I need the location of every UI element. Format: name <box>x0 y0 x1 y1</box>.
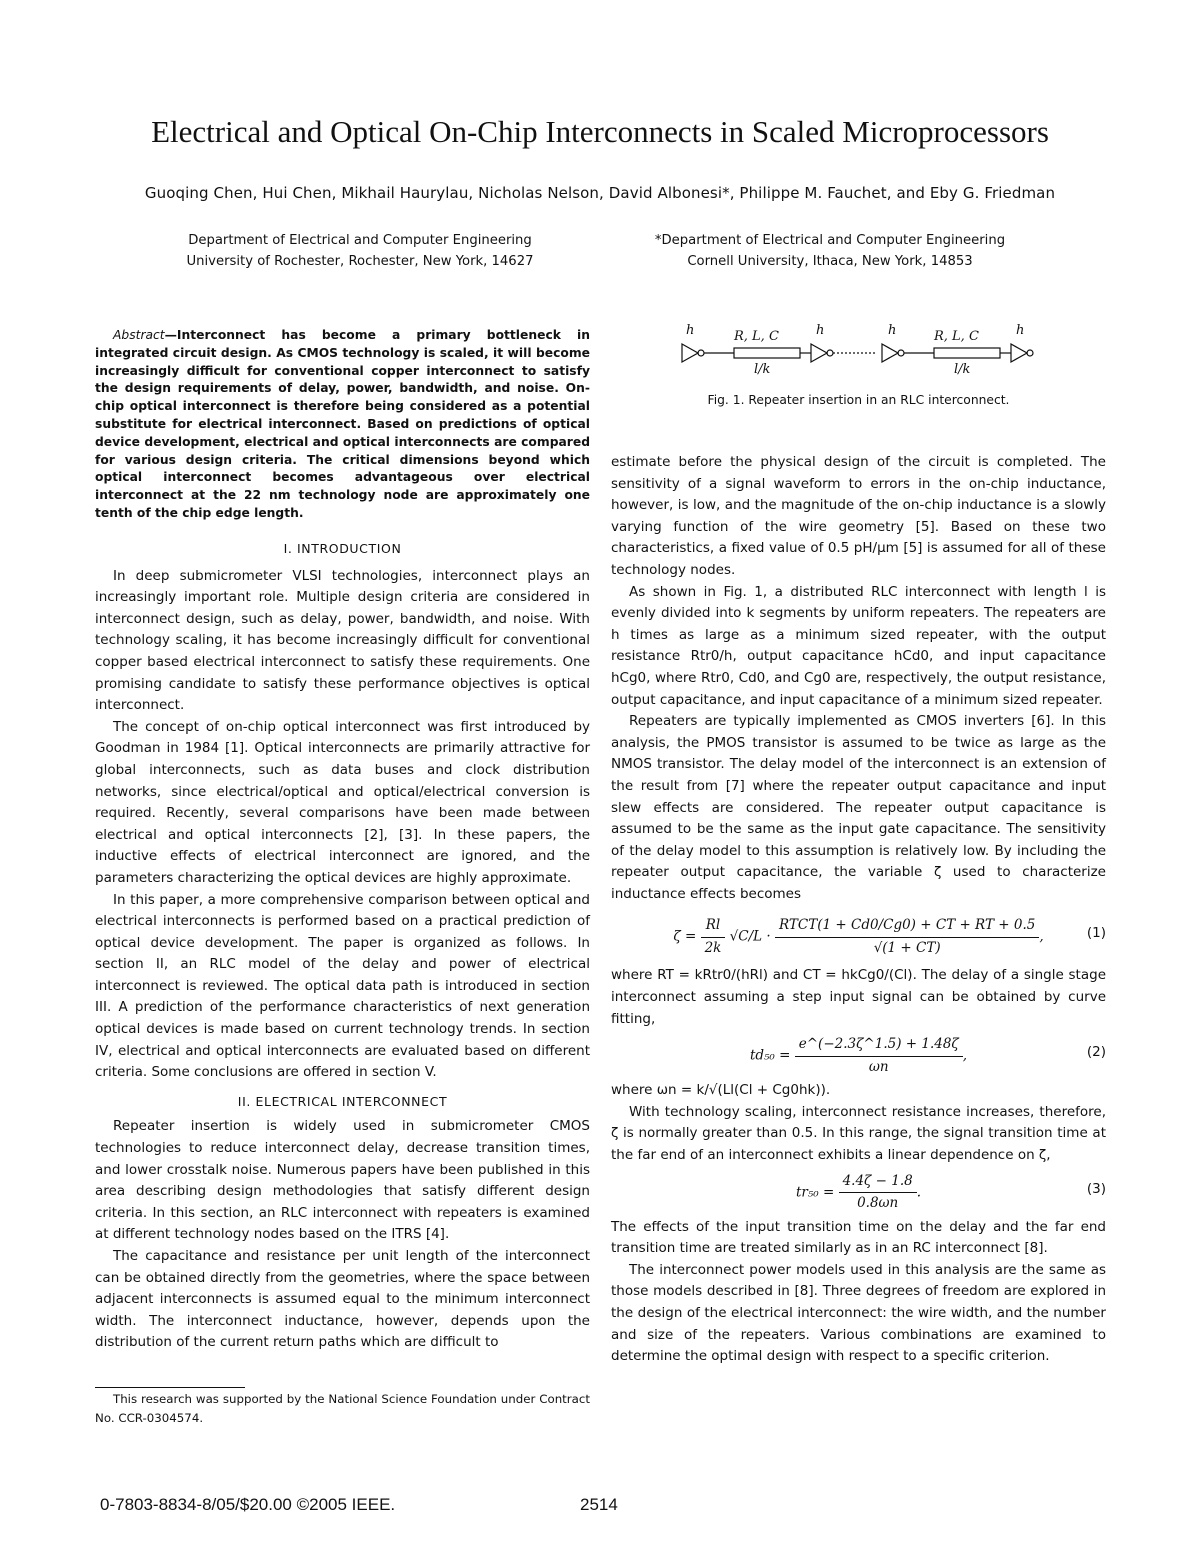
eq3-frac <box>839 1171 917 1215</box>
eq1-lhs: ζ = <box>673 929 701 946</box>
label-rlc: R, L, C <box>934 329 979 344</box>
eq1-frac-den: 2k <box>704 940 722 957</box>
label-h: h <box>816 323 825 338</box>
eq2-num: e^(−2.3ζ^1.5) + 1.48ζ <box>795 1034 963 1057</box>
abstract <box>95 327 590 523</box>
paragraph: where ωn = k/√(Ll(Cl + Cg0hk)). <box>611 1082 831 1099</box>
repeater-icon <box>882 344 898 362</box>
eq3-num: 4.4ζ − 1.8 <box>839 1171 917 1194</box>
right-column <box>611 452 1106 1368</box>
eq3-den: 0.8ωn <box>857 1195 899 1212</box>
equation-number: (2) <box>1086 1044 1106 1061</box>
eq1-den: √(1 + CT) <box>873 940 941 957</box>
paragraph: estimate before the physical design of the circuit is completed. The sensitivity of a signal waveform to errors in the on-chip inductance, however, is low, and the magnitude of the on-chip inductance is a slowly varying function of the wire geometry [5]. Based on these two characteristics, a fixed value of 0.5 pH/μm [5] is assumed for all of these technology nodes. <box>611 454 1106 578</box>
affiliation-line: *Department of Electrical and Computer Engineering <box>654 233 1006 248</box>
eq1-main-frac <box>775 915 1039 959</box>
repeater-icon <box>1011 344 1027 362</box>
author-list: Guoqing Chen, Hui Chen, Mikhail Haurylau, Nicholas Nelson, David Albonesi*, Philippe M. Fauchet, and Eby G. Friedman <box>144 184 1056 202</box>
left-column <box>95 538 590 1354</box>
equation-3: tr₅₀ = $\frac{4.4\zeta - 1.8}{0.8\omega n}$ . (3) <box>611 1167 1106 1217</box>
equation-1: ζ = $\frac{Rl}{2k}$ √C/L · $\frac{\text{RTCT(1 + Cd0/Cg0) + CT + RT + 0.5}}{√(1 + CT)}$ , (1) <box>611 909 1106 965</box>
paragraph: The interconnect power models used in this analysis are the same as those models described in [8]. Three degrees of freedom are explored in the design of the electrical interconnect: the wire width, and the number and size of the repeaters. Various combinations are examined to determine the optimal design with respect to a specific criterion. <box>611 1261 1106 1365</box>
paragraph: In this paper, a more comprehensive comparison between optical and electrical interconnects is performed based on a practical prediction of optical device development. The paper is organized as follows. In section II, an RLC model of the delay and power of electrical interconnect is reviewed. The optical data path is introduced in section III. A prediction of the performance characteristics of next generation optical devices is made based on current technology trends. In section IV, electrical and optical interconnects are evaluated based on different criteria. Some conclusions are offered in section V. <box>95 891 590 1081</box>
eq1-num: RTCT(1 + Cd0/Cg0) + CT + RT + 0.5 <box>775 915 1039 938</box>
paragraph: With technology scaling, interconnect resistance increases, therefore, ζ is normally greater than 0.5. In this range, the signal transition time at the far end of an interconnect exhibits a linear dependence on ζ, <box>611 1103 1106 1164</box>
paper-title: Electrical and Optical On-Chip Interconnects in Scaled Microprocessors <box>151 114 1049 149</box>
section-heading: I. INTRODUCTION <box>283 541 402 556</box>
eq1-frac <box>701 915 726 959</box>
paragraph: The capacitance and resistance per unit length of the interconnect can be obtained directly from the geometries, where the space between adjacent interconnects is assumed equal to the minimum interconnect width. The interconnect inductance, however, depends upon the distribution of the current return paths which are difficult to <box>95 1248 590 1351</box>
repeater-icon <box>811 344 827 362</box>
paragraph: Repeater insertion is widely used in submicrometer CMOS technologies to reduce interconnect delay, decrease transition times, and lower crosstalk noise. Numerous papers have been published in this area describing design methodologies that satisfy different design criteria. In this section, an RLC interconnect with repeaters is examined at different technology nodes based on the ITRS [4]. <box>95 1118 590 1243</box>
paragraph: In deep submicrometer VLSI technologies, interconnect plays an increasingly important role. Multiple design criteria are considered in interconnect design, such as delay, power, bandwidth, and noise. With technology scaling, it has become increasingly difficult for conventional copper based electrical interconnect to satisfy these requirements. One promising candidate to satisfy these performance objectives is optical interconnect. <box>95 567 590 714</box>
paragraph: The effects of the input transition time on the delay and the far end transition time are treated similarly as in an RC interconnect [8]. <box>611 1218 1106 1257</box>
label-lk: l/k <box>954 362 971 377</box>
paragraph: where RT = kRtr0/(hRl) and CT = hkCg0/(Cl). The delay of a single stage interconnect assuming a step input signal can be obtained by curve fitting, <box>611 967 1106 1027</box>
paragraph: As shown in Fig. 1, a distributed RLC interconnect with length l is evenly divided into k segments by uniform repeaters. The repeaters are h times as large as a minimum sized repeater, with the output resistance Rtr0/h, output capacitance hCd0, and input capacitance hCg0, where Rtr0, Cd0, and Cg0 are, respectively, the output resistance, output capacitance, and input capacitance of a minimum sized repeater. <box>611 583 1106 708</box>
figure-caption: Fig. 1. Repeater insertion in an RLC interconnect. <box>707 393 1010 407</box>
repeater-icon <box>682 344 698 362</box>
repeater-figure <box>676 318 1046 388</box>
label-lk: l/k <box>754 362 771 377</box>
abstract-label: Abstract <box>113 328 165 342</box>
copyright-footer: 0-7803-8834-8/05/$20.00 ©2005 IEEE. <box>100 1495 396 1514</box>
equation-2: td₅₀ = $\frac{e\^{}(-2.3\zeta\^{}1.5) + 1.48\zeta}{\omega n}$ , (2) <box>611 1030 1106 1080</box>
eq2-lhs: td₅₀ = <box>749 1047 795 1064</box>
label-h: h <box>888 323 897 338</box>
affiliation-rochester <box>100 230 620 272</box>
equation-number: (3) <box>1086 1180 1106 1197</box>
equation-number: (1) <box>1086 925 1106 942</box>
affiliation-line: Cornell University, Ithaca, New York, 14853 <box>687 254 973 269</box>
page-number: 2514 <box>580 1495 618 1514</box>
abstract-text: —Interconnect has become a primary bottleneck in integrated circuit design. As CMOS technology is scaled, it will become increasingly difficult for conventional copper interconnect to satisfy the design requirements of delay, power, bandwidth, and noise. On-chip optical interconnect is therefore being considered as a potential substitute for electrical interconnect. Based on predictions of optical device development, electrical and optical interconnects are compared for various design criteria. The critical dimensions beyond which optical interconnect becomes advantageous over electrical interconnect at the 22 nm technology node are approximately one tenth of the chip edge length. <box>95 328 590 520</box>
footnote: This research was supported by the National Science Foundation under Contract No. CCR-0304574. <box>95 1392 590 1425</box>
eq3-lhs: tr₅₀ = <box>795 1184 839 1201</box>
label-h: h <box>686 323 695 338</box>
eq1-sqrt: C/L <box>738 929 763 946</box>
section-heading: II. ELECTRICAL INTERCONNECT <box>237 1093 448 1109</box>
footnote-rule <box>95 1387 245 1388</box>
eq2-frac <box>795 1034 963 1078</box>
label-rlc: R, L, C <box>734 329 779 344</box>
affiliation-line: University of Rochester, Rochester, New York, 14627 <box>186 254 534 269</box>
rlc-segment <box>734 348 800 358</box>
rlc-segment <box>934 348 1000 358</box>
paragraph: Repeaters are typically implemented as CMOS inverters [6]. In this analysis, the PMOS transistor is assumed to be twice as large as the NMOS transistor. The delay model of the interconnect is an extension of the result from [7] where the repeater output capacitance and input slew effects are considered. The repeater output capacitance is assumed to be the same as the input gate capacitance. The sensitivity of the delay model to this assumption is relatively low. By including the repeater output capacitance, the variable ζ used to characterize inductance effects becomes <box>611 713 1106 902</box>
affiliation-line: Department of Electrical and Computer Engineering <box>188 233 532 248</box>
affiliation-cornell <box>570 230 1090 272</box>
eq2-den: ωn <box>868 1058 889 1075</box>
eq1-frac-num: Rl <box>701 915 726 938</box>
label-h: h <box>1016 323 1025 338</box>
paragraph: The concept of on-chip optical interconnect was first introduced by Goodman in 1984 [1]. Optical interconnects are primarily attractive for global interconnects, such as data buses and clock distribution networks, since electrical/optical and optical/electrical conversion is required. Recently, several comparisons have been made between electrical and optical interconnects [2], [3]. In these papers, the inductive effects of electrical interconnect are ignored, and the parameters characterizing the optical devices are highly approximate. <box>95 718 590 886</box>
